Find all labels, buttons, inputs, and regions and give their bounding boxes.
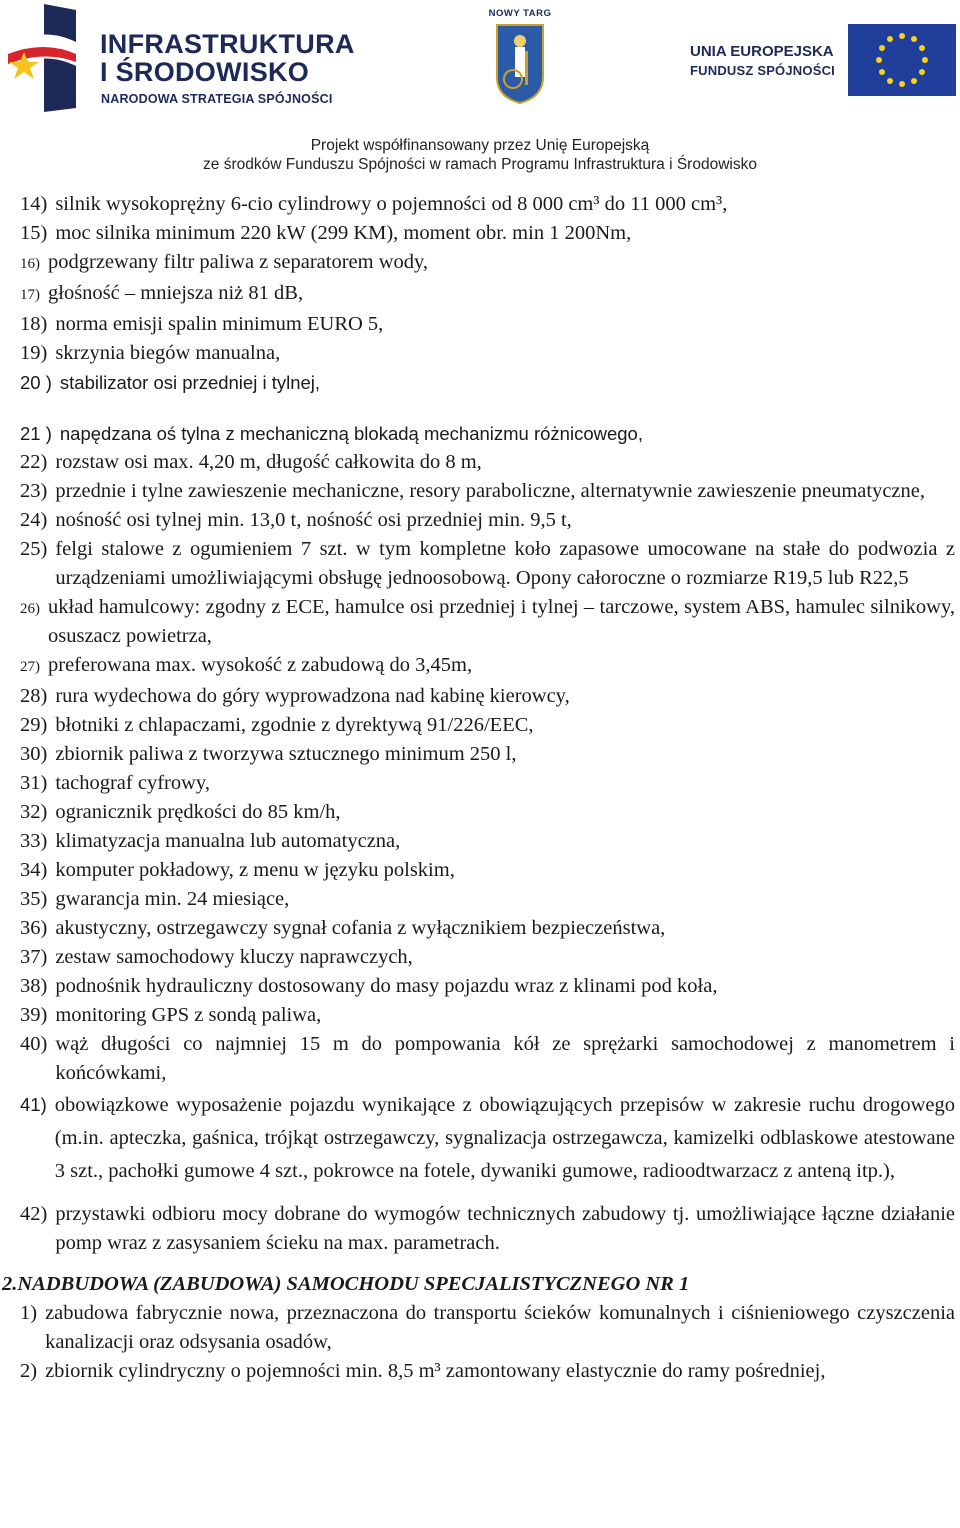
list-item: 38) podnośnik hydrauliczny dostosowany do masy pojazdu wraz z klinami pod koła, <box>20 975 718 997</box>
infrastruktura-logo-icon <box>4 4 94 112</box>
brand-line-1: INFRASTRUKTURA <box>100 29 355 59</box>
brand-title <box>100 30 355 86</box>
eu-fund-label <box>690 42 835 80</box>
project-line-2: ze środków Funduszu Spójności w ramach Programu Infrastruktura i Środowisko <box>203 156 757 173</box>
list-item: 17) głośność – mniejsza niż 81 dB, <box>20 282 304 304</box>
list-item: 23) przednie i tylne zawieszenie mechaniczne, resory paraboliczne, alternatywnie zawieszenie pneumatyczne, <box>20 480 925 502</box>
list-item: 19) skrzynia biegów manualna, <box>20 342 281 364</box>
eu-line-2: FUNDUSZ SPÓJNOŚCI <box>690 63 835 78</box>
list-item: 21 ) napędzana oś tylna z mechaniczną blokadą mechanizmu różnicowego, <box>20 423 643 444</box>
list-item: 14) silnik wysokoprężny 6-cio cylindrowy o pojemności od 8 000 cm³ do 11 000 cm³, <box>20 193 728 215</box>
spacer <box>20 1188 955 1200</box>
project-line-1: Projekt współfinansowany przez Unię Europejską <box>310 137 650 154</box>
list-item: 18) norma emisji spalin minimum EURO 5, <box>20 313 384 335</box>
list-item: 31) tachograf cyfrowy, <box>20 772 210 794</box>
list-item: 40) wąż długości co najmniej 15 m do pompowania kół ze sprężarki samochodowej z manometrem i końcówkami, <box>20 1033 955 1084</box>
list-item: 32) ogranicznik prędkości do 85 km/h, <box>20 801 341 823</box>
spacer <box>20 397 955 419</box>
project-cofinancing-note <box>160 136 800 174</box>
list-item: 30) zbiornik paliwa z tworzywa sztucznego minimum 250 l, <box>20 743 517 765</box>
list-item: 37) zestaw samochodowy kluczy naprawczych, <box>20 946 413 968</box>
list-item: 36) akustyczny, ostrzegawczy sygnał cofania z wyłącznikiem bezpieczeństwa, <box>20 917 666 939</box>
list-item: 28) rura wydechowa do góry wyprowadzona nad kabinę kierowcy, <box>20 685 570 707</box>
list-item: 27) preferowana max. wysokość z zabudową do 3,45m, <box>20 654 473 676</box>
list-item: 24) nośność osi tylnej min. 13,0 t, nośność osi przedniej min. 9,5 t, <box>20 509 572 531</box>
section-heading: 2.NADBUDOWA (ZABUDOWA) SAMOCHODU SPECJALISTYCZNEGO NR 1 <box>2 1273 690 1295</box>
specification-list <box>2 190 955 1386</box>
list-item: 25) felgi stalowe z ogumieniem 7 szt. w tym kompletne koło zapasowe umocowane na stałe do podwozia z urządzeniami umożliwiającymi obsługę jednoosobową. Opony całoroczne o rozmiarze R19,5 lub R22,5 <box>20 538 955 589</box>
list-item: 22) rozstaw osi max. 4,20 m, długość całkowita do 8 m, <box>20 451 482 473</box>
list-item: 2) zbiornik cylindryczny o pojemności min. 8,5 m³ zamontowany elastycznie do ramy pośredniej, <box>20 1360 826 1382</box>
list-item: 1) zabudowa fabrycznie nowa, przeznaczona do transportu ścieków komunalnych i ciśnieniowego czyszczenia kanalizacji oraz odsysania osadów, <box>20 1302 955 1353</box>
list-item: 33) klimatyzacja manualna lub automatyczna, <box>20 830 401 852</box>
list-item: 35) gwarancja min. 24 miesiące, <box>20 888 290 910</box>
list-item: 41) obowiązkowe wyposażenie pojazdu wynikające z obowiązujących przepisów w zakresie ruchu drogowego (m.in. apteczka, gaśnica, trójkąt ostrzegawczy, sygnalizacja ostrzegawcza, kamizelki odblaskowe atestowane 3 szt., pachołki gumowe 4 szt., pokrowce na fotele, dywaniki gumowe, radioodtwarzacz z anteną itp.), <box>20 1094 955 1182</box>
eu-line-1: UNIA EUROPEJSKA <box>690 43 834 60</box>
town-name: NOWY TARG <box>488 8 552 19</box>
list-item: 34) komputer pokładowy, z menu w języku polskim, <box>20 859 455 881</box>
brand-subtitle: NARODOWA STRATEGIA SPÓJNOŚCI <box>101 92 333 106</box>
coat-of-arms-icon <box>495 21 545 105</box>
list-item: 16) podgrzewany filtr paliwa z separatorem wody, <box>20 251 429 273</box>
town-crest <box>488 8 552 105</box>
brand-line-2: I ŚRODOWISKO <box>100 57 310 87</box>
list-item: 15) moc silnika minimum 220 kW (299 KM), moment obr. min 1 200Nm, <box>20 222 632 244</box>
list-item: 39) monitoring GPS z sondą paliwa, <box>20 1004 322 1026</box>
eu-flag-icon <box>848 24 956 96</box>
list-item: 29) błotniki z chlapaczami, zgodnie z dyrektywą 91/226/EEC, <box>20 714 534 736</box>
document-header <box>0 0 960 180</box>
list-item: 26) układ hamulcowy: zgodny z ECE, hamulce osi przedniej i tylnej – tarczowe, system ABS, hamulec silnikowy, osuszacz powietrza, <box>20 596 955 647</box>
list-item: 20 ) stabilizator osi przedniej i tylnej, <box>20 372 321 393</box>
list-item: 42) przystawki odbioru mocy dobrane do wymogów technicznych zabudowy tj. umożliwiające łączne działanie pomp wraz z zasysaniem ścieku na max. parametrach. <box>20 1203 955 1254</box>
